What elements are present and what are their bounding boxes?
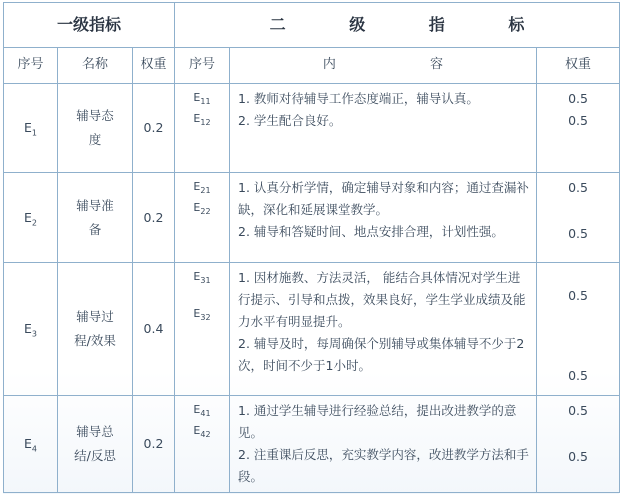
code-sub: 21 (200, 186, 211, 196)
row-item-weights (537, 84, 620, 173)
column-header-seq2: 序号 (175, 48, 230, 84)
row-content (230, 84, 537, 173)
table-row (4, 396, 620, 493)
level1-header: 一级指标 (4, 3, 175, 48)
row-seq (4, 84, 58, 173)
row-content (230, 173, 537, 263)
row-weight: 0.2 (133, 84, 175, 173)
item-weight: 0.5 (568, 403, 588, 418)
item-weight: 0.5 (568, 91, 588, 106)
table-row (4, 84, 620, 173)
item-weight: 0.5 (568, 225, 588, 241)
code-main: E (193, 270, 201, 283)
row-name: 辅导总结/反思 (58, 396, 133, 493)
code-sub: 22 (200, 207, 211, 217)
seq-main: E (24, 435, 32, 451)
seq-main: E (24, 321, 32, 337)
row-name: 辅导过程/效果 (58, 263, 133, 396)
row-item-weights (537, 396, 620, 493)
code-sub: 12 (200, 118, 211, 128)
content-item: 1. 教师对待辅导工作态度端正，辅导认真。 (238, 91, 479, 106)
seq-main: E (24, 120, 32, 136)
row-item-weights (537, 173, 620, 263)
row-item-weights (537, 263, 620, 396)
column-header-weight1: 权重 (133, 48, 175, 84)
indicator-table (3, 2, 620, 493)
row-seq (4, 173, 58, 263)
code-main: E (193, 200, 201, 214)
content-item: 2. 注重课后反思，充实教学内容，改进教学方法和手段。 (238, 446, 529, 484)
seq-sub: 4 (31, 444, 37, 454)
content-item: 1. 因材施教、方法灵活， 能结合具体情况对学生进行提示、引导和点拨，效果良好，学生学业成绩及能力水平有明显提升。 (238, 270, 526, 329)
row-codes (175, 263, 230, 396)
row-weight: 0.2 (133, 396, 175, 493)
item-weight: 0.5 (568, 448, 588, 464)
code-main: E (193, 403, 201, 416)
row-name: 辅导准备 (58, 173, 133, 263)
row-seq (4, 263, 58, 396)
column-header-name: 名称 (58, 48, 133, 84)
code-main: E (193, 423, 201, 437)
item-weight: 0.5 (568, 288, 588, 303)
row-content (230, 263, 537, 396)
code-sub: 41 (200, 409, 211, 419)
code-main: E (193, 91, 201, 104)
row-codes (175, 84, 230, 173)
code-sub: 32 (200, 313, 211, 323)
row-codes (175, 396, 230, 493)
item-weight: 0.5 (568, 367, 588, 383)
content-item: 2. 辅导及时，每周确保个别辅导或集体辅导不少于2次，时间不少于1小时。 (238, 335, 525, 373)
code-sub: 42 (200, 430, 211, 440)
seq-main: E (24, 209, 32, 225)
row-seq (4, 396, 58, 493)
row-codes (175, 173, 230, 263)
item-weight: 0.5 (568, 180, 588, 195)
column-header-content: 内 容 (230, 48, 537, 84)
table-row (4, 173, 620, 263)
code-main: E (193, 180, 201, 193)
table-row (4, 263, 620, 396)
indicator-table-frame (3, 2, 619, 494)
column-header-weight2: 权重 (537, 48, 620, 84)
content-item: 1. 通过学生辅导进行经验总结，提出改进教学的意见。 (238, 403, 517, 440)
row-weight: 0.4 (133, 263, 175, 396)
code-line (175, 267, 229, 288)
item-weight: 0.5 (568, 112, 588, 128)
code-main: E (193, 111, 201, 125)
code-sub: 11 (200, 97, 211, 107)
content-item: 2. 辅导和答疑时间、地点安排合理，计划性强。 (238, 223, 504, 239)
column-header-seq1: 序号 (4, 48, 58, 84)
code-sub: 31 (200, 276, 211, 286)
seq-sub: 3 (31, 329, 37, 339)
row-content (230, 396, 537, 493)
seq-sub: 2 (31, 218, 37, 228)
row-name: 辅导态度 (58, 84, 133, 173)
seq-sub: 1 (31, 128, 37, 138)
content-item: 1. 认真分析学情，确定辅导对象和内容；通过查漏补缺，深化和延展课堂教学。 (238, 180, 529, 217)
code-main: E (193, 306, 201, 320)
level2-header: 二 级 指 标 (175, 3, 620, 48)
content-item: 2. 学生配合良好。 (238, 112, 342, 128)
code-line (175, 304, 229, 325)
row-weight: 0.2 (133, 173, 175, 263)
